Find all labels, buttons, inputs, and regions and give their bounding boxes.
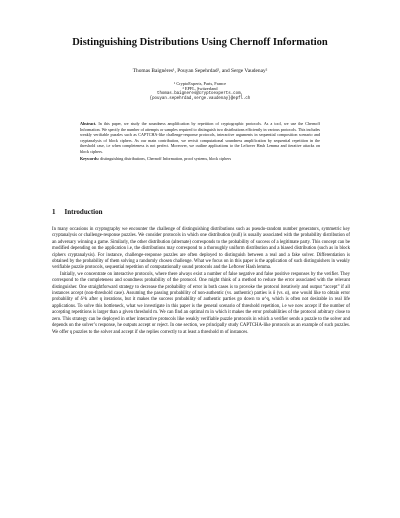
paper-title: Distinguishing Distributions Using Chernoff Information <box>72 37 328 48</box>
abstract-label: Abstract. <box>80 121 97 126</box>
affiliations-block <box>0 81 400 103</box>
author-email: {pouyan.sepehrdad,serge.vaudenay}@epfl.ch <box>149 97 251 102</box>
section-heading <box>52 208 352 217</box>
abstract-text: In this paper, we study the soundness amplification by repetition of cryptographic protocols. As a tool, we use the Chernoff Information. We specify the number of attempts or samples required to distinguish two distributions efficiently in various protocols. This includes weakly verifiable puzzles such as CAPTCHA-like challenge-response protocols, interactive arguments in sequential composition scenario and cryptanalysis of block ciphers. As our main contribution, we revisit computational soundness amplification by sequential repetition in the threshold case, i.e when completeness is not perfect. Moreover, we outline applications to the Leftover Hash Lemma and iterative attacks on block ciphers. <box>80 121 320 154</box>
affiliation-cryptoexperts: ¹ CryptoExperts, Paris, France <box>173 81 226 86</box>
section-title: Introduction <box>64 208 103 216</box>
section-body <box>52 227 350 336</box>
abstract-block <box>80 121 320 162</box>
author-list: Thomas Baignères¹, Pouyan Sepehrdad², and Serge Vaudenay² <box>132 68 268 74</box>
section-number: 1 <box>52 208 56 216</box>
affiliation-epfl: ² EPFL, Switzerland <box>182 86 218 92</box>
author-email: thomas.baigneres@cryptoexperts.com, <box>157 91 243 96</box>
keywords-text: distinguishing distributions, Chernoff Information, proof systems, block ciphers <box>100 156 232 161</box>
keywords-label: Keywords: <box>80 156 100 161</box>
body-paragraph: In many occasions in cryptography we encounter the challenge of distinguishing distributions such as pseudo-random number generators, symmetric key cryptanalysis or challenge-response puzzles. We consider protocols in which one distribution (null) is usually associated with the probability distribution of an adversary winning a game. Similarly, the other distribution (alternate) corresponds to the probability of success of a legitimate party. This concept can be modified depending on the application i.e, the distributions may correspond to a thoroughly uniform distribution and a biased distribution (such as in block ciphers cryptanalysis). For instance, challenge-response puzzles are often deployed to distinguish between a real and a fake solver. Differentiation is obtained by the probability of them solving a randomly chosen challenge. What we focus on in this paper is the application of such distinguishers in weakly verifiable puzzle protocols, sequential repetition of computationally sound protocols and the Leftover Hash lemma. <box>52 227 350 271</box>
body-paragraph: Initially, we concentrate on interactive protocols, where there always exist a number of false negative and false positive responses by the verifier. They correspond to the completeness and soundness probability of the protocol. One might think of a method to reduce the error associated with the relevant distinguisher. One straightforward strategy to decrease the probability of error in both cases is to provoke the protocol iteratively and output “accept” if all instances accept (non-threshold case). Assuming the passing probability of non-authentic (vs. authentic) parties is δ (vs. α), one would like to obtain error probability of δ^k after q iterations, but it makes the success probability of authentic parties go down to α^q, which is often not desirable in real life applications. To solve this bottleneck, what we investigate in this paper is the general scenario of threshold repetition, i.e we now accept if the number of accepting repetitions is larger than a given threshold m. We can find an optimal m in which it makes the error probabilities of the protocol arbitrary close to zero. This strategy can be deployed in other interactive protocols like weakly verifiable puzzle protocols in which a verifier sends a puzzle to the solver and depends on the solver’s response, he outputs accept or reject. In one section, we principally study CAPTCHA-like protocols as an example of such puzzles. We offer q puzzles to the solver and accept if she replies correctly to at least a threshold m of instances. <box>52 271 350 335</box>
keywords-paragraph <box>80 156 320 162</box>
abstract-paragraph <box>80 121 320 154</box>
